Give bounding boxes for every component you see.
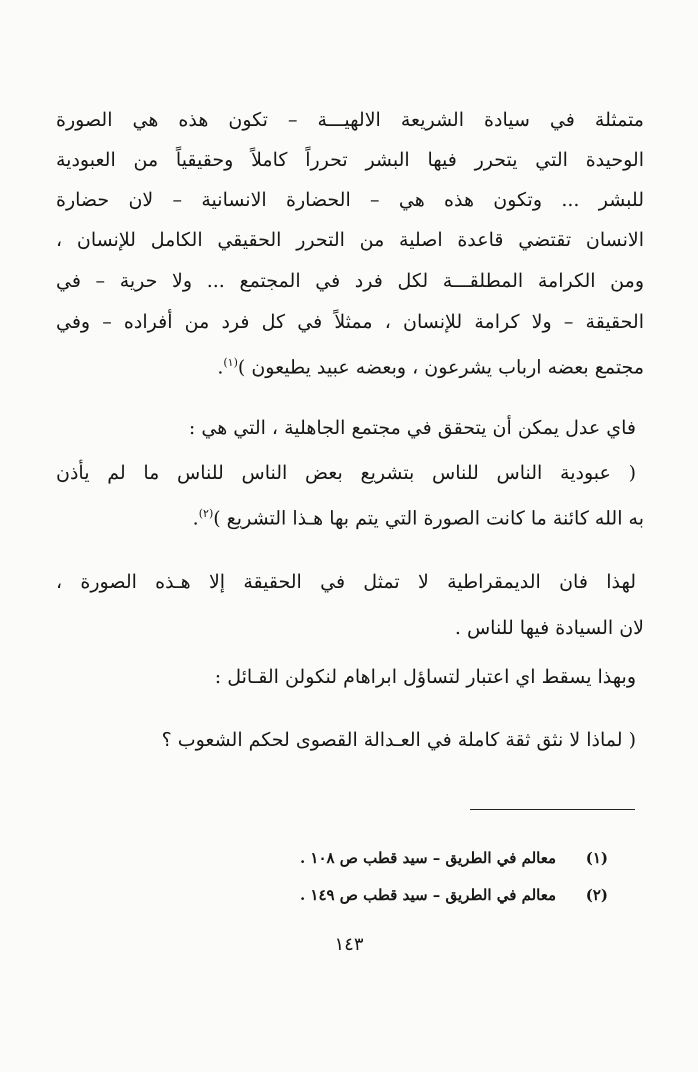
body-line-3: للبشر ... وتكون هذه هي – الحضارة الانسانية – لان حضارة	[56, 189, 644, 211]
quote-end-dot: .	[192, 507, 199, 530]
footnote-ref-2: (٢)	[198, 507, 214, 520]
footnote-2-number: (٢)	[585, 886, 608, 904]
body-line-6: الحقيقة – ولا كرامة للإنسان ، ممثلاً في كل فرد من أفراده – وفي	[56, 311, 644, 333]
democracy-line-1: لهذا فان الديمقراطية لا تمثل في الحقيقة إلا هـذه الصورة ،	[56, 571, 636, 593]
lincoln-quote-line: ( لماذا لا نثق ثقة كاملة في العـدالة القصوى لحكم الشعوب ؟	[161, 729, 636, 751]
footnote-1-number: (١)	[585, 849, 608, 867]
page-number: ١٤٣	[334, 934, 364, 955]
quote-line-2-text: به الله كائنة ما كانت الصورة التي يتم بها هـذا التشريع )	[213, 507, 644, 530]
body-line-2: الوحيدة التي يتحرر فيها البشر تحرراً كاملاً وحقيقياً من العبودية	[56, 149, 644, 171]
line-end-dot: .	[217, 356, 224, 379]
quote-line-2	[56, 497, 644, 531]
footnote-2-text: معالم في الطريق – سيد قطب ص ١٤٩ .	[299, 886, 556, 904]
body-line-7	[56, 346, 644, 380]
footnote-separator	[470, 809, 635, 810]
body-line-1: متمثلة في سيادة الشريعة الالهيـــة – تكون هذه هي الصورة	[56, 109, 644, 131]
quote-line-1: ( عبودية الناس للناس بتشريع بعض الناس للناس ما لم يأذن	[56, 462, 636, 484]
democracy-line-2: لان السيادة فيها للناس .	[454, 617, 644, 639]
footnote-2	[138, 883, 608, 907]
footnote-ref-1: (١)	[223, 356, 238, 369]
lincoln-intro-line: وبهذا يسقط اي اعتبار لتساؤل ابراهام لنكولن القـائل :	[214, 666, 636, 688]
body-line-4: الانسان تقتضي قاعدة اصلية من التحرر الحقيقي الكامل للإنسان ،	[56, 229, 644, 251]
body-line-5: ومن الكرامة المطلقـــة لكل فرد في المجتمع ... ولا حرية – في	[56, 270, 644, 292]
question-line: فاي عدل يمكن أن يتحقق في مجتمع الجاهلية ، التي هي :	[188, 417, 636, 439]
footnote-1	[138, 846, 608, 870]
body-line-7-text: مجتمع بعضه ارباب يشرعون ، وبعضه عبيد يطيعون )	[237, 356, 644, 379]
footnote-1-text: معالم في الطريق – سيد قطب ص ١٠٨ .	[299, 849, 556, 867]
